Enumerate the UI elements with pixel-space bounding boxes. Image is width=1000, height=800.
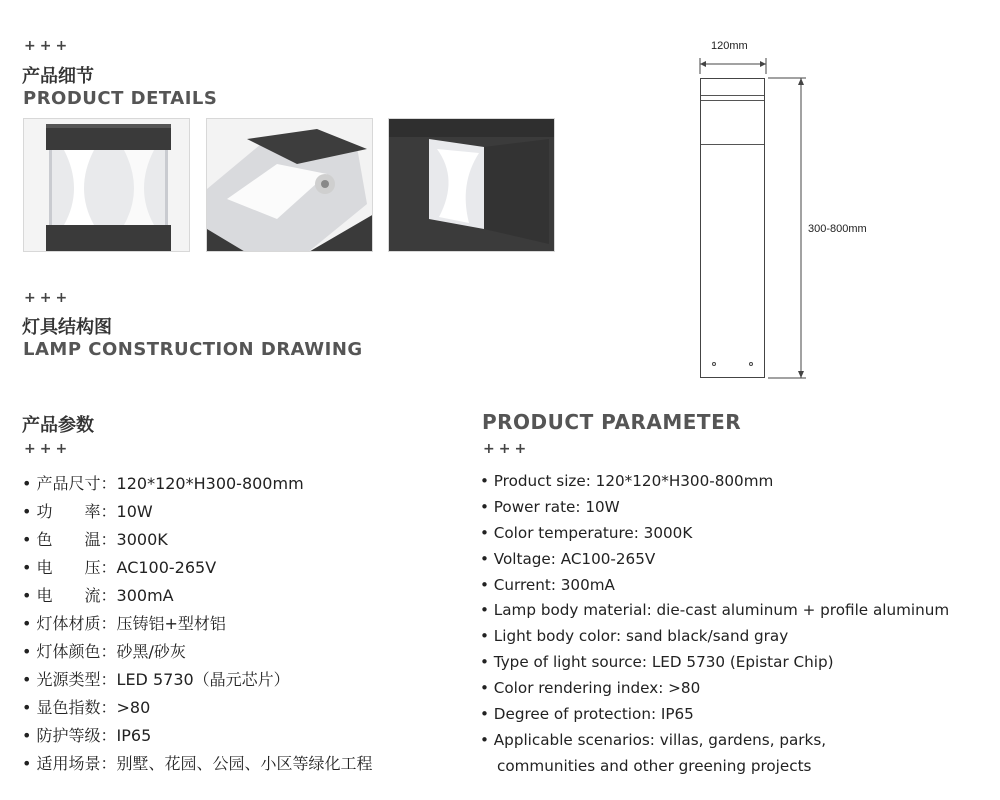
param-cn-scenarios: • 适用场景：别墅、花园、公园、小区等绿化工程 <box>22 754 373 773</box>
param-cn-size: • 产品尺寸：120*120*H300-800mm <box>22 474 304 493</box>
param-cn-body-color: • 灯体颜色：砂黑/砂灰 <box>22 642 186 661</box>
screw-hole-left <box>712 362 716 366</box>
param-en-power: • Power rate: 10W <box>480 497 620 516</box>
param-en-scenarios-continued: communities and other greening projects <box>497 756 812 775</box>
param-cn-color-temp: • 色 温：3000K <box>22 530 168 549</box>
param-cn-current: • 电 流：300mA <box>22 586 174 605</box>
params-list-cn <box>22 470 373 778</box>
height-dimension-label: 300-800mm <box>808 223 867 235</box>
construction-plus-marks: +++ <box>24 290 72 306</box>
param-en-color-temp: • Color temperature: 3000K <box>480 523 693 542</box>
param-en-size: • Product size: 120*120*H300-800mm <box>480 472 774 490</box>
detail-photo-angle <box>206 118 373 252</box>
screw-hole-right <box>749 362 753 366</box>
param-en-body-color: • Light body color: sand black/sand gray <box>480 627 789 646</box>
param-en-protection: • Degree of protection: IP65 <box>480 705 694 724</box>
param-en-material: • Lamp body material: die-cast aluminum + profile aluminum <box>480 601 950 620</box>
lamp-outline-drawing <box>700 78 765 378</box>
param-cn-protection: • 防护等级：IP65 <box>22 726 152 745</box>
params-title-cn: 产品参数 <box>22 415 94 436</box>
detail-photo-top <box>23 118 190 252</box>
detail-photo-side <box>388 118 555 252</box>
construction-title-en: LAMP CONSTRUCTION DRAWING <box>23 339 363 360</box>
params-en-plus-marks: +++ <box>483 441 531 457</box>
param-en-voltage: • Voltage: AC100-265V <box>480 549 656 568</box>
param-en-light-source: • Type of light source: LED 5730 (Epistar Chip) <box>480 653 834 672</box>
param-cn-voltage: • 电 压：AC100-265V <box>22 558 217 577</box>
param-en-scenarios: • Applicable scenarios: villas, gardens, parks, <box>480 730 827 749</box>
param-cn-material: • 灯体材质：压铸铝+型材铝 <box>22 614 226 633</box>
width-dimension-label: 120mm <box>711 40 748 52</box>
construction-title-cn: 灯具结构图 <box>22 317 112 338</box>
params-list-en <box>480 469 949 780</box>
param-cn-power: • 功 率：10W <box>22 502 153 521</box>
params-title-en: PRODUCT PARAMETER <box>482 410 742 434</box>
param-en-current: • Current: 300mA <box>480 575 615 594</box>
details-title-cn: 产品细节 <box>22 66 94 87</box>
param-en-cri: • Color rendering index: >80 <box>480 679 701 698</box>
param-cn-light-source: • 光源类型：LED 5730（晶元芯片） <box>22 670 290 689</box>
details-title-en: PRODUCT DETAILS <box>23 88 218 109</box>
param-cn-cri: • 显色指数：>80 <box>22 698 151 717</box>
params-cn-plus-marks: +++ <box>24 441 72 457</box>
details-plus-marks: +++ <box>24 38 72 54</box>
